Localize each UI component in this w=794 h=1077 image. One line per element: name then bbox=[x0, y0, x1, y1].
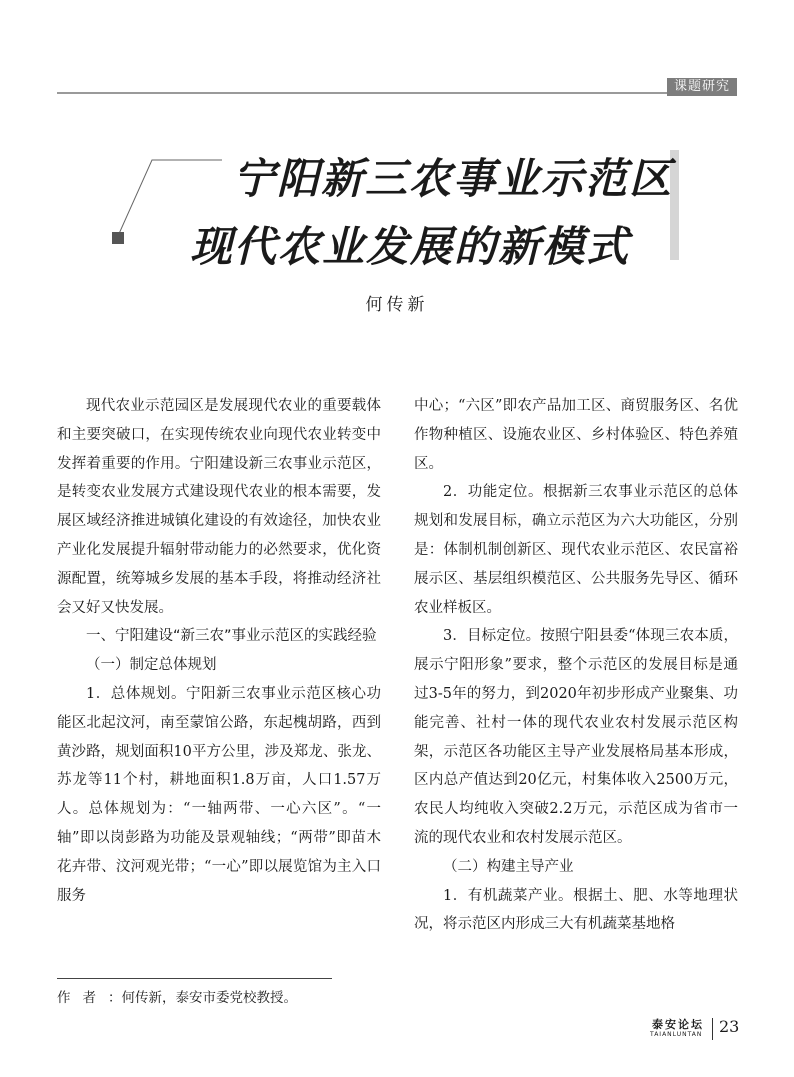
body-paragraph: 中心；“六区”即农产品加工区、商贸服务区、名优作物种植区、设施农业区、乡村体验区、特色养殖区。 bbox=[414, 398, 738, 472]
section-heading: 一、宁阳建设“新三农”事业示范区的实践经验 bbox=[86, 628, 377, 645]
body-paragraph: 2．功能定位。根据新三农事业示范区的总体规划和发展目标，确立示范区为六大功能区，分别是：体制机制创新区、现代农业示范区、农民富裕展示区、基层组织模范区、公共服务先导区、循环农业样板区。 bbox=[414, 484, 738, 616]
journal-name-en: TAIANLUNTAN bbox=[650, 1031, 703, 1038]
section-heading: （二）构建主导产业 bbox=[443, 858, 574, 875]
page-number-separator bbox=[712, 1018, 713, 1040]
title-square-marker bbox=[112, 232, 124, 244]
footnote-label: 作者 bbox=[57, 990, 108, 1006]
body-paragraph: 现代农业示范园区是发展现代农业的重要载体和主要突破口，在实现传统农业向现代农业转变中发挥着重要的作用。宁阳建设新三农事业示范区，是转变农业发展方式建设现代农业的根本需要，发展区域经济推进城镇化建设的有效途径，加快农业产业化发展提升辐射带动能力的必然要求，优化资源配置，统筹城乡发展的基本手段，将推动经济社会又好又快发展。 bbox=[57, 398, 381, 616]
body-column-right bbox=[414, 392, 738, 939]
footnote-rule bbox=[57, 978, 332, 979]
body-column-left bbox=[57, 392, 381, 910]
section-heading: （一）制定总体规划 bbox=[86, 657, 217, 674]
footnote-text: ：何传新，泰安市委党校教授。 bbox=[108, 990, 297, 1006]
author-footnote bbox=[57, 986, 297, 1006]
article-title-line2: 现代农业发展的新模式 bbox=[190, 222, 631, 271]
author-name: 何传新 bbox=[365, 295, 429, 315]
body-paragraph: 3．目标定位。按照宁阳县委“体现三农本质，展示宁阳形象”要求，整个示范区的发展目标是通过3-5年的努力，到2020年初步形成产业聚集、功能完善、社村一体的现代农业农村发展示范区构架，示范区各功能区主导产业发展格局基本形成，区内总产值达到20亿元，村集体收入2500万元，农民人均纯收入突破2.2万元，示范区成为省市一流的现代农业和农村发展示范区。 bbox=[414, 628, 738, 846]
journal-name-cn: 泰安论坛 bbox=[652, 1018, 704, 1031]
body-paragraph: 1．总体规划。宁阳新三农事业示范区核心功能区北起汶河，南至蒙馆公路，东起槐胡路，西到黄沙路，规划面积10平方公里，涉及郑龙、张龙、苏龙等11个村，耕地面积1.8万亩，人口1.57万人。总体规划为：“一轴两带、一心六区”。“一轴”即以岗彭路为功能及景观轴线；“两带”即苗木花卉带、汶河观光带；“一心”即以展览馆为主入口服务 bbox=[57, 685, 381, 904]
body-paragraph: 1．有机蔬菜产业。根据土、肥、水等地理状况，将示范区内形成三大有机蔬菜基地格 bbox=[414, 887, 738, 933]
article-title-line1: 宁阳新三农事业示范区 bbox=[233, 154, 674, 203]
page-number: 23 bbox=[719, 1017, 740, 1036]
section-tag: 课题研究 bbox=[667, 78, 737, 96]
